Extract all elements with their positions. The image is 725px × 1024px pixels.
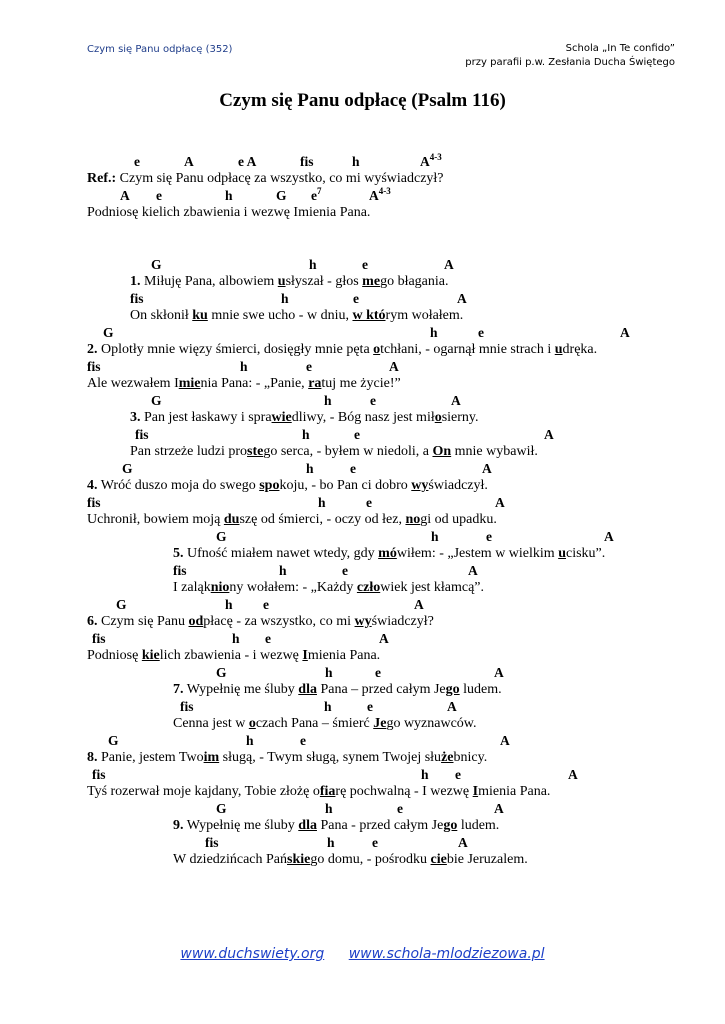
- chord: h: [325, 665, 333, 680]
- refrain-label: Ref.:: [87, 171, 117, 186]
- lyric-line: [0, 682, 725, 699]
- lyric-line: [0, 852, 725, 869]
- chord: fis: [173, 563, 187, 578]
- chord: fis: [135, 427, 149, 442]
- chord: G: [116, 597, 127, 612]
- chord: h: [240, 359, 248, 374]
- lyric-line: [0, 444, 725, 461]
- chord: h: [352, 154, 360, 169]
- chord: h: [246, 733, 254, 748]
- chord: A: [494, 801, 504, 816]
- chord: A: [457, 291, 467, 306]
- chord: h: [421, 767, 429, 782]
- chord: $A^{4-3}$: [420, 151, 442, 169]
- chord: h: [318, 495, 326, 510]
- chord: A: [120, 188, 130, 203]
- lyric-line: [0, 205, 725, 222]
- chord-line: [0, 665, 725, 682]
- chord: A: [604, 529, 614, 544]
- verse-3-line-2: Pan strzeże ludzi prostego serca, - byłem w niedoli, a On mnie wybawił.: [130, 444, 538, 459]
- chord-line: [0, 631, 725, 648]
- verse-9-line-1: 9. Wypełnię me śluby dla Pana - przed całym Jego ludem.: [173, 818, 500, 833]
- chord: A: [482, 461, 492, 476]
- chord: A: [495, 495, 505, 510]
- chord: h: [232, 631, 240, 646]
- verse-9-line-2: W dziedzińcach Pańskiego domu, - pośrodku ciebie Jeruzalem.: [173, 852, 528, 867]
- verse-8-line-2: Tyś rozerwał moje kajdany, Tobie złożę ofiarę pochwalną - I wezwę Imienia Pana.: [87, 784, 551, 799]
- lyric-line: [0, 716, 725, 733]
- footer-link-schola[interactable]: www.schola-mlodziezowa.pl: [348, 946, 545, 962]
- chord: A: [620, 325, 630, 340]
- lyric-line: [0, 478, 725, 495]
- chord: e: [397, 801, 403, 816]
- chord: h: [225, 597, 233, 612]
- page-title: Czym się Panu odpłacę (Psalm 116): [219, 90, 506, 111]
- lyric-line: [0, 308, 725, 325]
- chord: e: [263, 597, 269, 612]
- chord: A: [389, 359, 399, 374]
- footer-link-duchswiety[interactable]: www.duchswiety.org: [180, 946, 325, 962]
- chord: h: [327, 835, 335, 850]
- chord-line: [0, 427, 725, 444]
- chord: e: [306, 359, 312, 374]
- chord: G: [108, 733, 119, 748]
- chord: G: [276, 188, 287, 203]
- verse-5-line-2: I zaląkniony wołałem: - „Każdy człowiek jest kłamcą”.: [173, 580, 485, 595]
- chord: e: [134, 154, 140, 169]
- chord: fis: [180, 699, 194, 714]
- chord: h: [325, 801, 333, 816]
- chord: h: [302, 427, 310, 442]
- refrain-line-1: Czym się Panu odpłacę za wszystko, co mi wyświadczył?: [116, 171, 444, 186]
- chord-line: [0, 597, 725, 614]
- verse-2-line-1: 2. Oplotły mnie więzy śmierci, dosięgły mnie pęta otchłani, - ogarnął mnie strach i udręka.: [87, 342, 598, 357]
- chord-line: [0, 767, 725, 784]
- chord: h: [324, 393, 332, 408]
- chord: e: [370, 393, 376, 408]
- chord-line: [0, 291, 725, 308]
- verse-2-line-2: Ale wezwałem Imienia Pana: - „Panie, ratuj me życie!”: [87, 376, 401, 391]
- chord: h: [225, 188, 233, 203]
- header-song-number: Czym się Panu odpłacę (352): [87, 44, 233, 55]
- chord: A: [500, 733, 510, 748]
- lyric-line: [0, 648, 725, 665]
- chord: fis: [92, 631, 106, 646]
- chord: e: [156, 188, 162, 203]
- chord: fis: [87, 495, 101, 510]
- chord: G: [216, 529, 227, 544]
- chord: fis: [205, 835, 219, 850]
- chord-line: [0, 495, 725, 512]
- chord: h: [430, 325, 438, 340]
- chord: e: [350, 461, 356, 476]
- verse-5-line-1: 5. Ufność miałem nawet wtedy, gdy mówiłem: - „Jestem w wielkim ucisku”.: [173, 546, 606, 561]
- verse-6-line-2: Podniosę kielich zbawienia - i wezwę Imienia Pana.: [87, 648, 381, 663]
- chord: A: [494, 665, 504, 680]
- chord: fis: [300, 154, 314, 169]
- chord: A: [451, 393, 461, 408]
- lyric-line: [0, 342, 725, 359]
- verse-4-line-2: Uchronił, bowiem moją duszę od śmierci, - oczy od łez, nogi od upadku.: [87, 512, 497, 527]
- chord: e: [353, 291, 359, 306]
- chord: G: [216, 801, 227, 816]
- chord: $e^7$: [311, 185, 322, 203]
- chord: e: [486, 529, 492, 544]
- verse-6-line-1: 6. Czym się Panu odpłacę - za wszystko, co mi wyświadczył?: [87, 614, 434, 629]
- chord: A: [458, 835, 468, 850]
- verse-3-line-1: 3. Pan jest łaskawy i sprawiedliwy, - Bóg nasz jest miłosierny.: [130, 410, 479, 425]
- chord: h: [281, 291, 289, 306]
- chord-line: [0, 393, 725, 410]
- chord: G: [151, 257, 162, 272]
- lyric-line: [0, 818, 725, 835]
- refrain-line-2: Podniosę kielich zbawienia i wezwę Imienia Pana.: [87, 205, 371, 220]
- chord: e: [375, 665, 381, 680]
- chord-line: [0, 563, 725, 580]
- chord: e: [300, 733, 306, 748]
- chord: A: [444, 257, 454, 272]
- chord: $A^{4-3}$: [369, 185, 391, 203]
- chord: A: [447, 699, 457, 714]
- chord: h: [309, 257, 317, 272]
- chord: fis: [130, 291, 144, 306]
- header-parish: przy parafii p.w. Zesłania Ducha Świętego: [465, 57, 675, 68]
- lyric-line: [0, 512, 725, 529]
- chord: A: [568, 767, 578, 782]
- lyric-line: [0, 614, 725, 631]
- chord: G: [122, 461, 133, 476]
- chord: A: [379, 631, 389, 646]
- chord: A: [184, 154, 194, 169]
- chord: e: [455, 767, 461, 782]
- chord-line: [0, 835, 725, 852]
- chord: e: [366, 495, 372, 510]
- lyric-line: [0, 410, 725, 427]
- chord-line: [0, 359, 725, 376]
- lyric-line: [0, 376, 725, 393]
- chord: e: [372, 835, 378, 850]
- chord: A: [468, 563, 478, 578]
- chord: h: [279, 563, 287, 578]
- chord: A: [414, 597, 424, 612]
- lyric-line: [0, 580, 725, 597]
- verse-1-line-1: 1. Miłuję Pana, albowiem usłyszał - głos mego błagania.: [130, 274, 449, 289]
- chord: h: [431, 529, 439, 544]
- lyric-line: [0, 784, 725, 801]
- header-schola: [465, 42, 675, 70]
- chord: e: [354, 427, 360, 442]
- chord: fis: [92, 767, 106, 782]
- verse-8-line-1: 8. Panie, jestem Twoim sługą, - Twym sługą, synem Twojej służebnicy.: [87, 750, 488, 765]
- verse-4-line-1: 4. Wróć duszo moja do swego spokoju, - bo Pan ci dobro wyświadczył.: [87, 478, 488, 493]
- chord: e: [362, 257, 368, 272]
- verse-7-line-2: Cenna jest w oczach Pana – śmierć Jego wyznawców.: [173, 716, 477, 731]
- chord-line: [0, 325, 725, 342]
- chord: G: [216, 665, 227, 680]
- chord-line: [0, 529, 725, 546]
- chord-line: [0, 699, 725, 716]
- chord-line: [0, 185, 725, 205]
- chord-line: [0, 151, 725, 171]
- verse-7-line-1: 7. Wypełnię me śluby dla Pana – przed całym Jego ludem.: [173, 682, 502, 697]
- chord: G: [103, 325, 114, 340]
- chord-line: [0, 733, 725, 750]
- chord: G: [151, 393, 162, 408]
- chord: e: [367, 699, 373, 714]
- chord-line: [0, 461, 725, 478]
- chord: e: [265, 631, 271, 646]
- chord: e: [342, 563, 348, 578]
- chord: fis: [87, 359, 101, 374]
- chord-line: [0, 257, 725, 274]
- lyric-line: [0, 274, 725, 291]
- header-schola-name: Schola „In Te confido”: [565, 43, 675, 54]
- verse-1-line-2: On skłonił ku mnie swe ucho - w dniu, w którym wołałem.: [130, 308, 464, 323]
- lyric-line: [0, 546, 725, 563]
- chord-line: [0, 801, 725, 818]
- chord: e: [478, 325, 484, 340]
- chord: h: [306, 461, 314, 476]
- chord: h: [324, 699, 332, 714]
- lyric-line: [0, 750, 725, 767]
- lyric-line: [0, 171, 725, 188]
- chord: A: [544, 427, 554, 442]
- chord: e A: [238, 154, 257, 169]
- footer-links: [0, 946, 725, 962]
